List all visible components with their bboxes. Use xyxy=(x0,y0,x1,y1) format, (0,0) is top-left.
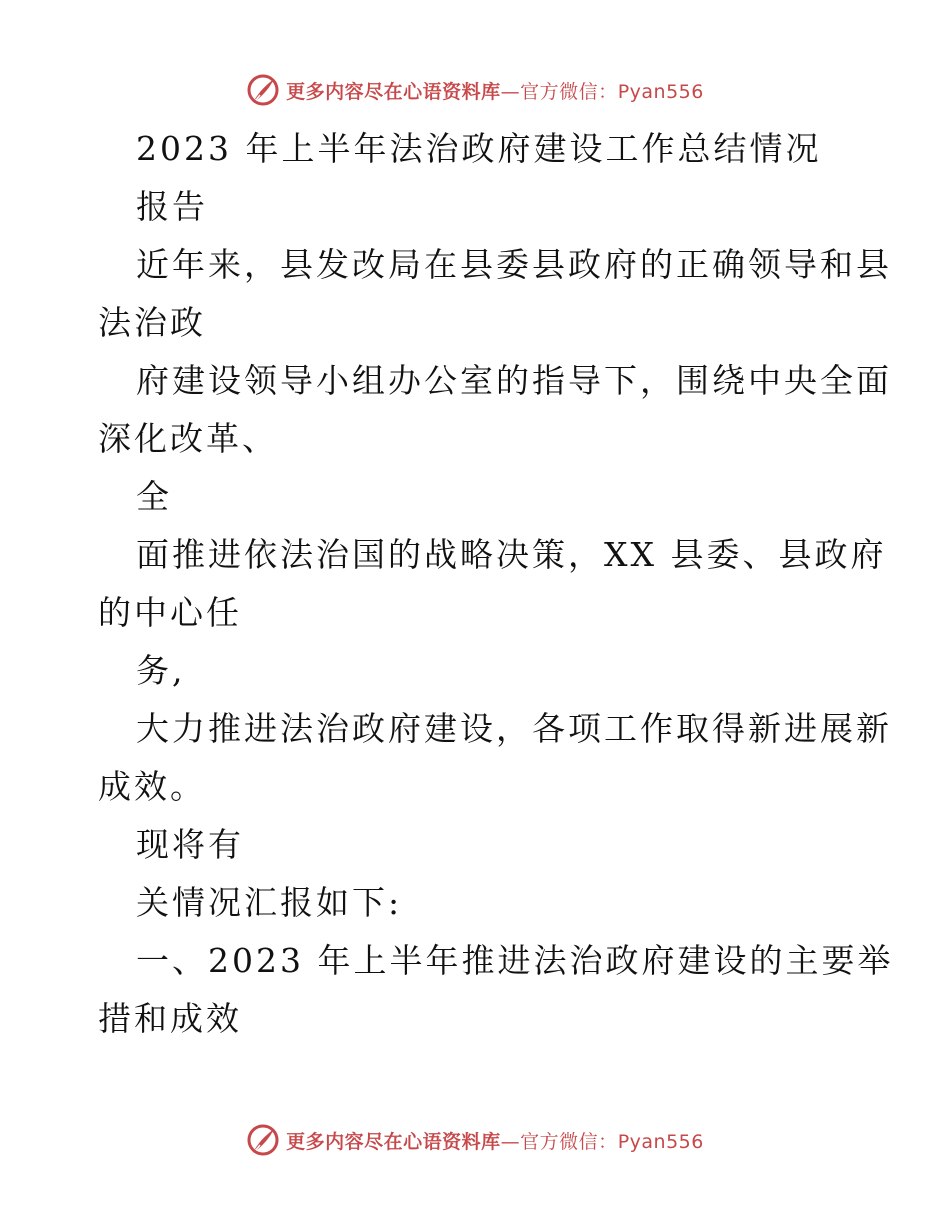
paragraph-line: 面推进依法治国的战略决策，XX 县委、县政府 xyxy=(136,535,887,574)
paragraph-line: 深化改革、 xyxy=(98,419,278,458)
paragraph-line: 府建设领导小组办公室的指导下，围绕中央全面 xyxy=(136,361,892,400)
watermark-separator: — xyxy=(500,1130,521,1153)
paragraph-line: 近年来，县发改局在县委县政府的正确领导和县 xyxy=(136,245,892,284)
section-heading: 一、2023 年上半年推进法治政府建设的主要举 xyxy=(136,941,894,980)
watermark-separator: — xyxy=(500,80,521,103)
watermark-wechat-label: 官方微信： xyxy=(520,1130,618,1153)
paragraph-line: 的中心任 xyxy=(98,593,242,632)
watermark-text xyxy=(286,77,704,104)
paragraph-line: 成效。 xyxy=(98,767,206,806)
watermark-wechat-id: Pyan556 xyxy=(617,80,704,103)
watermark-site: 更多内容尽在心语资料库 xyxy=(286,1130,501,1153)
document-title: 2023 年上半年法治政府建设工作总结情况 xyxy=(136,129,822,168)
paragraph-line: 法治政 xyxy=(98,303,206,342)
paragraph-line: 大力推进法治政府建设，各项工作取得新进展新 xyxy=(136,709,892,748)
watermark-text xyxy=(286,1127,704,1154)
quill-pen-logo-icon xyxy=(246,1123,280,1157)
paragraph-line: 全 xyxy=(136,477,172,516)
paragraph-line: 现将有 xyxy=(136,825,244,864)
paragraph-line: 关情况汇报如下: xyxy=(136,883,403,922)
footer-watermark xyxy=(0,1120,950,1160)
watermark-wechat-label: 官方微信： xyxy=(520,80,618,103)
section-heading-cont: 措和成效 xyxy=(98,999,242,1038)
watermark-site: 更多内容尽在心语资料库 xyxy=(286,80,501,103)
paragraph-line: 务, xyxy=(136,651,186,690)
quill-pen-logo-icon xyxy=(246,73,280,107)
document-body xyxy=(98,120,894,1048)
document-title-cont: 报告 xyxy=(136,187,208,226)
header-watermark xyxy=(0,70,950,110)
watermark-wechat-id: Pyan556 xyxy=(617,1130,704,1153)
